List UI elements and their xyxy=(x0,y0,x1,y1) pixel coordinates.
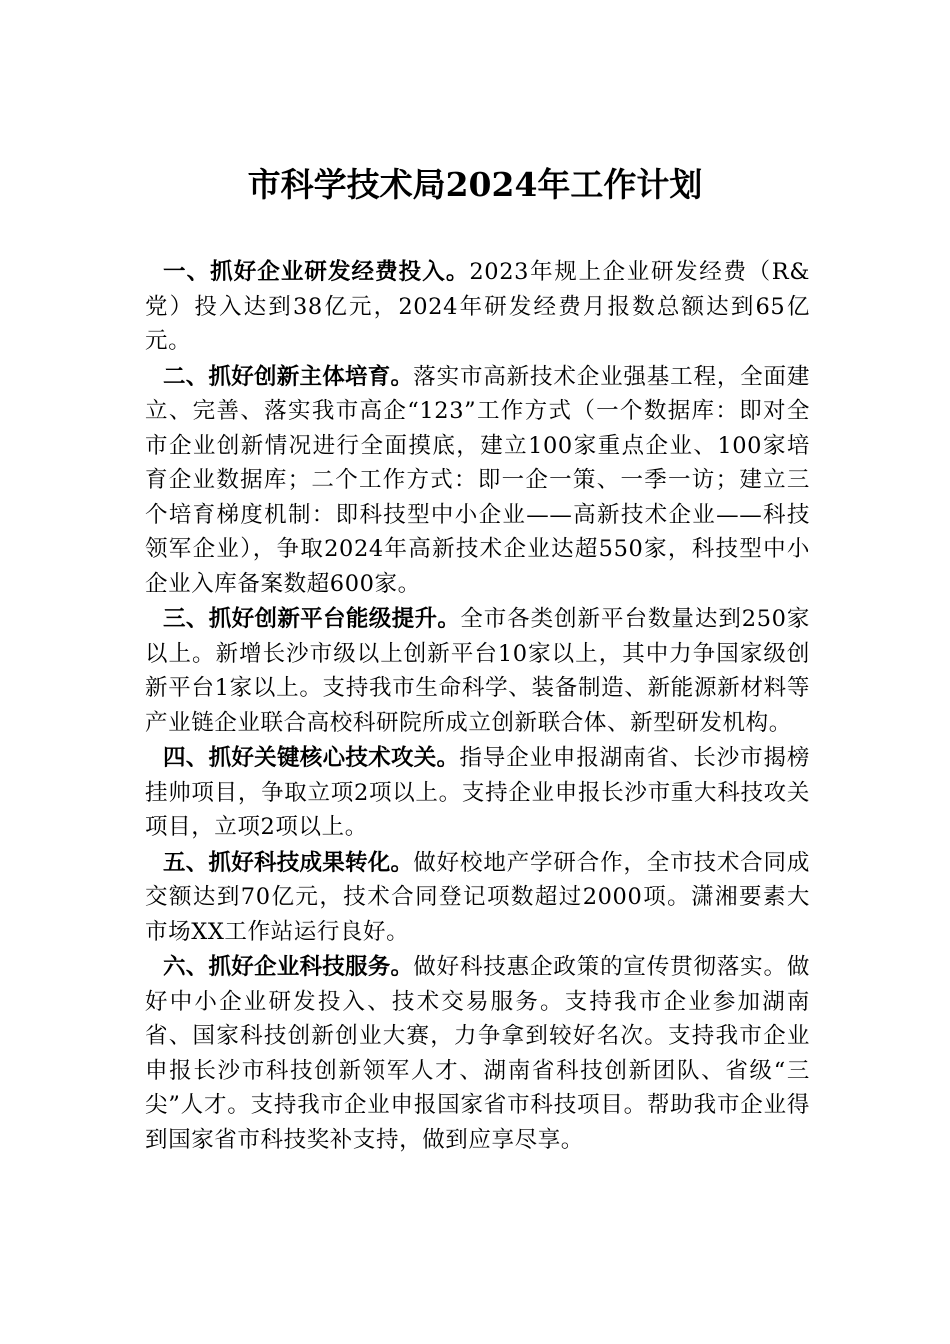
section-6-paragraph xyxy=(145,950,810,1157)
section-1-heading: 一、抓好企业研发经费投入。 xyxy=(163,259,470,285)
document-body xyxy=(145,255,810,1158)
section-1-text: 2023年规上企业研发经费（R&党）投入达到38亿元，2024年研发经费月报数总额达到65亿元。 xyxy=(145,259,810,354)
section-6-text: 做好科技惠企政策的宣传贯彻落实。做好中小企业研发投入、技术交易服务。支持我市企业参加湖南省、国家科技创新创业大赛，力争拿到较好名次。支持我市企业申报长沙市科技创新领军人才、湖南省科技创新团队、省级“三尖”人才。支持我市企业申报国家省市科技项目。帮助我市企业得到国家省市科技奖补支持，做到应享尽享。 xyxy=(145,954,810,1153)
section-4-paragraph xyxy=(145,741,810,845)
section-3-heading: 三、抓好创新平台能级提升。 xyxy=(163,606,461,632)
section-3-paragraph xyxy=(145,602,810,740)
section-2-heading: 二、抓好创新主体培育。 xyxy=(163,363,414,390)
section-5-heading: 五、抓好科技成果转化。 xyxy=(163,849,414,876)
section-2-text: 落实市高新技术企业强基工程，全面建立、完善、落实我市高企“123”工作方式（一个数据库：即对全市企业创新情况进行全面摸底，建立100家重点企业、100家培育企业数据库；二个工作方式：即一企一策、一季一访；建立三个培育梯度机制：即科技型中小企业——高新技术企业——科技领军企业），争取2024年高新技术企业达超550家，科技型中小企业入库备案数超600家。 xyxy=(145,363,810,597)
section-1-paragraph xyxy=(145,255,810,359)
section-5-paragraph xyxy=(145,846,810,950)
document-title: 市科学技术局2024年工作计划 xyxy=(247,165,703,204)
section-3-text: 全市各类创新平台数量达到250家以上。新增长沙市级以上创新平台10家以上，其中力争国家级创新平台1家以上。支持我市生命科学、装备制造、新能源新材料等产业链企业联合高校科研院所成立创新联合体、新型研发机构。 xyxy=(145,606,810,736)
section-6-heading: 六、抓好企业科技服务。 xyxy=(163,954,414,980)
section-2-paragraph xyxy=(145,360,810,602)
section-4-text: 指导企业申报湖南省、长沙市揭榜挂帅项目，争取立项2项以上。支持企业申报长沙市重大科技攻关项目，立项2项以上。 xyxy=(145,745,810,840)
section-5-text: 做好校地产学研合作，全市技术合同成交额达到70亿元，技术合同登记项数超过2000项。潇湘要素大市场XX工作站运行良好。 xyxy=(145,849,810,945)
section-4-heading: 四、抓好关键核心技术攻关。 xyxy=(163,745,460,771)
